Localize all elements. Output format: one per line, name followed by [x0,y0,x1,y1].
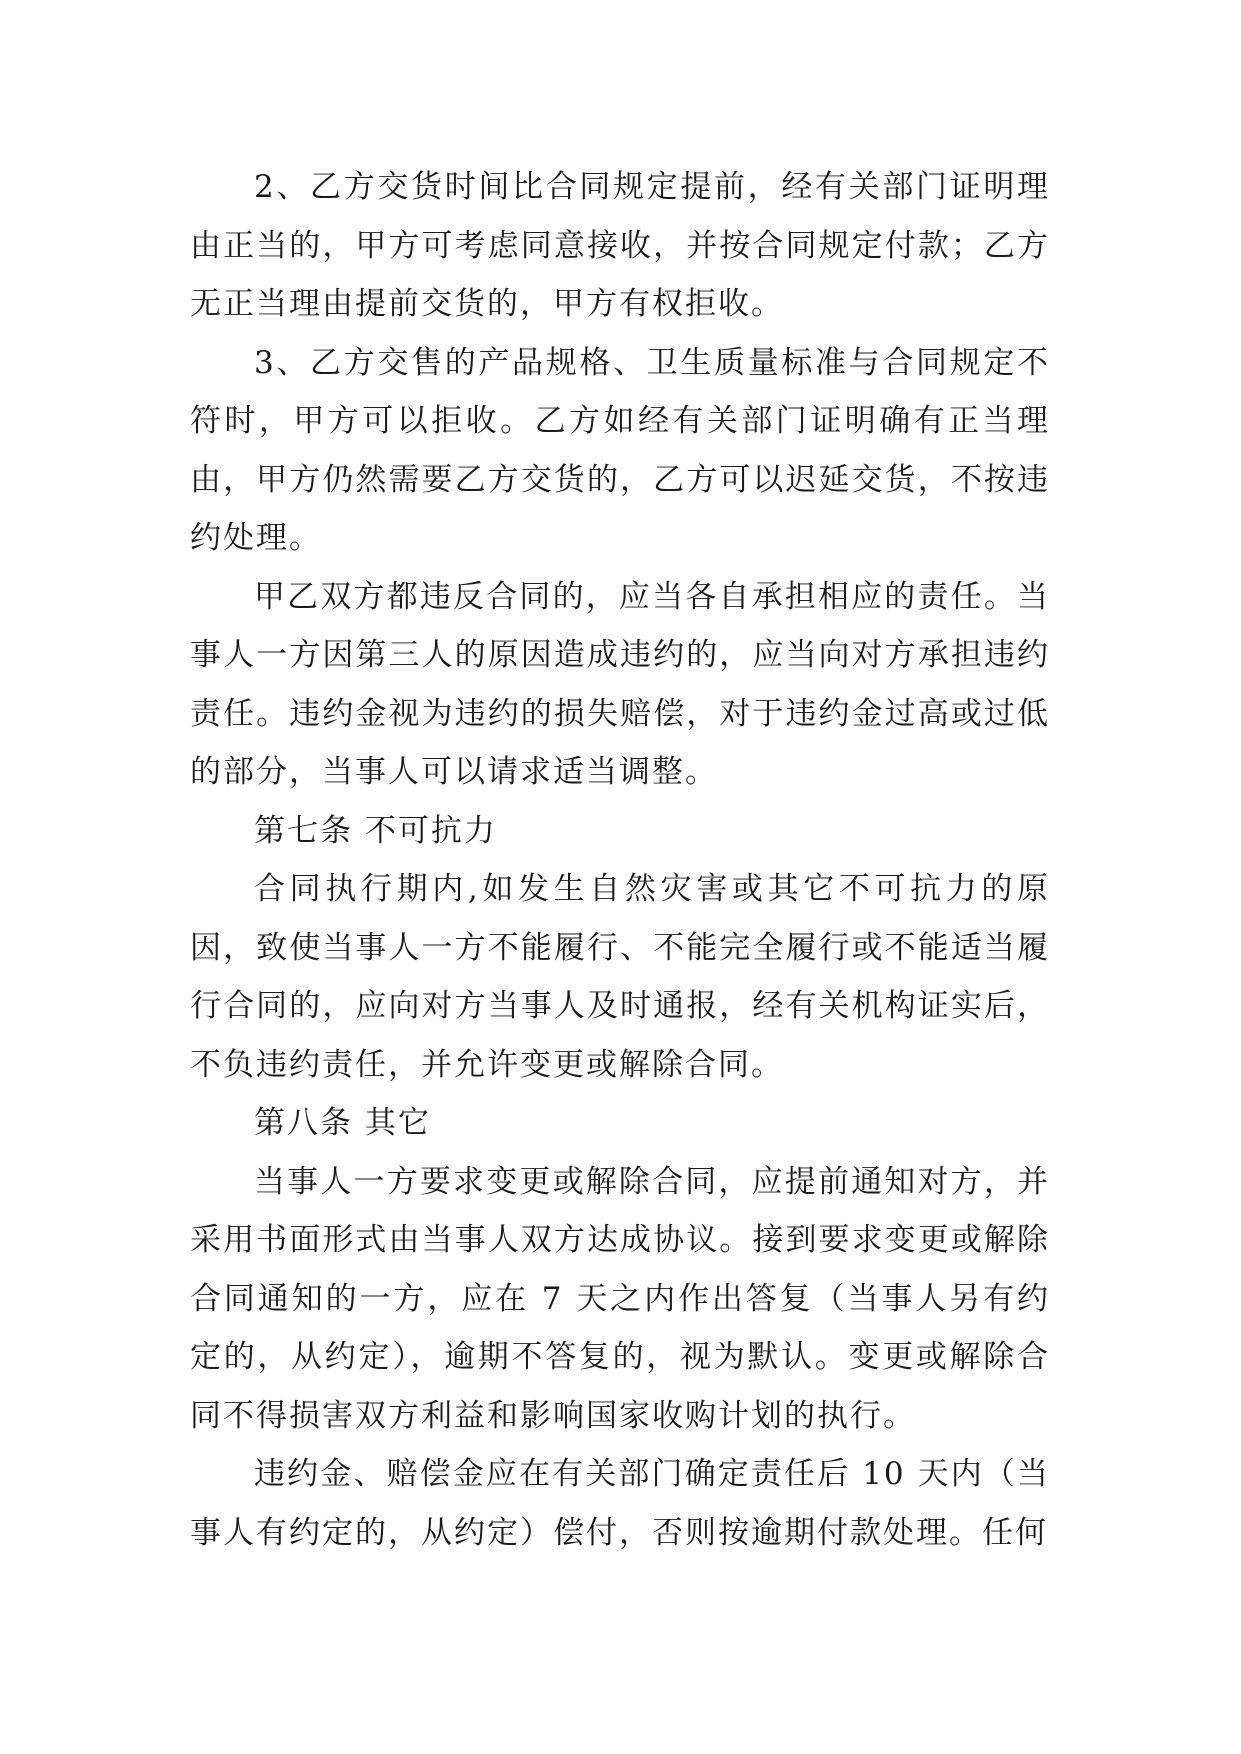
paragraph-contract-change: 当事人一方要求变更或解除合同，应提前通知对方，并采用书面形式由当事人双方达成协议。接到要求变更或解除合同通知的一方，应在 7 天之内作出答复（当事人另有约定的，从约定），逾期不答复的，视为默认。变更或解除合同不得损害双方利益和影响国家收购计划的执行。 [190,1163,1050,1434]
paragraph-early-delivery: 2、乙方交货时间比合同规定提前，经有关部门证明理由正当的，甲方可考虑同意接收，并按合同规定付款；乙方无正当理由提前交货的，甲方有权拒收。 [190,169,1050,322]
paragraph-spec-mismatch: 3、乙方交售的产品规格、卫生质量标准与合同规定不符时，甲方可以拒收。乙方如经有关部门证明确有正当理由，甲方仍然需要乙方交货的，乙方可以迟延交货，不按违约处理。 [190,344,1050,556]
paragraph-penalty-payment: 违约金、赔偿金应在有关部门确定责任后 10 天内（当事人有约定的，从约定）偿付，否则按逾期付款处理。任何 [190,1456,1050,1551]
paragraph-mutual-breach: 甲乙双方都违反合同的，应当各自承担相应的责任。当事人一方因第三人的原因造成违约的，应当向对方承担违约责任。违约金视为违约的损失赔偿，对于违约金过高或过低的部分，当事人可以请求适当调整。 [190,578,1050,790]
heading-article-8: 第八条 其它 [254,1105,431,1141]
document-body [190,158,1050,1562]
heading-article-7: 第七条 不可抗力 [254,812,497,849]
paragraph-force-majeure: 合同执行期内,如发生自然灾害或其它不可抗力的原因，致使当事人一方不能履行、不能完全履行或不能适当履行合同的，应向对方当事人及时通报，经有关机构证实后，不负违约责任，并允许变更或解除合同。 [190,871,1050,1083]
